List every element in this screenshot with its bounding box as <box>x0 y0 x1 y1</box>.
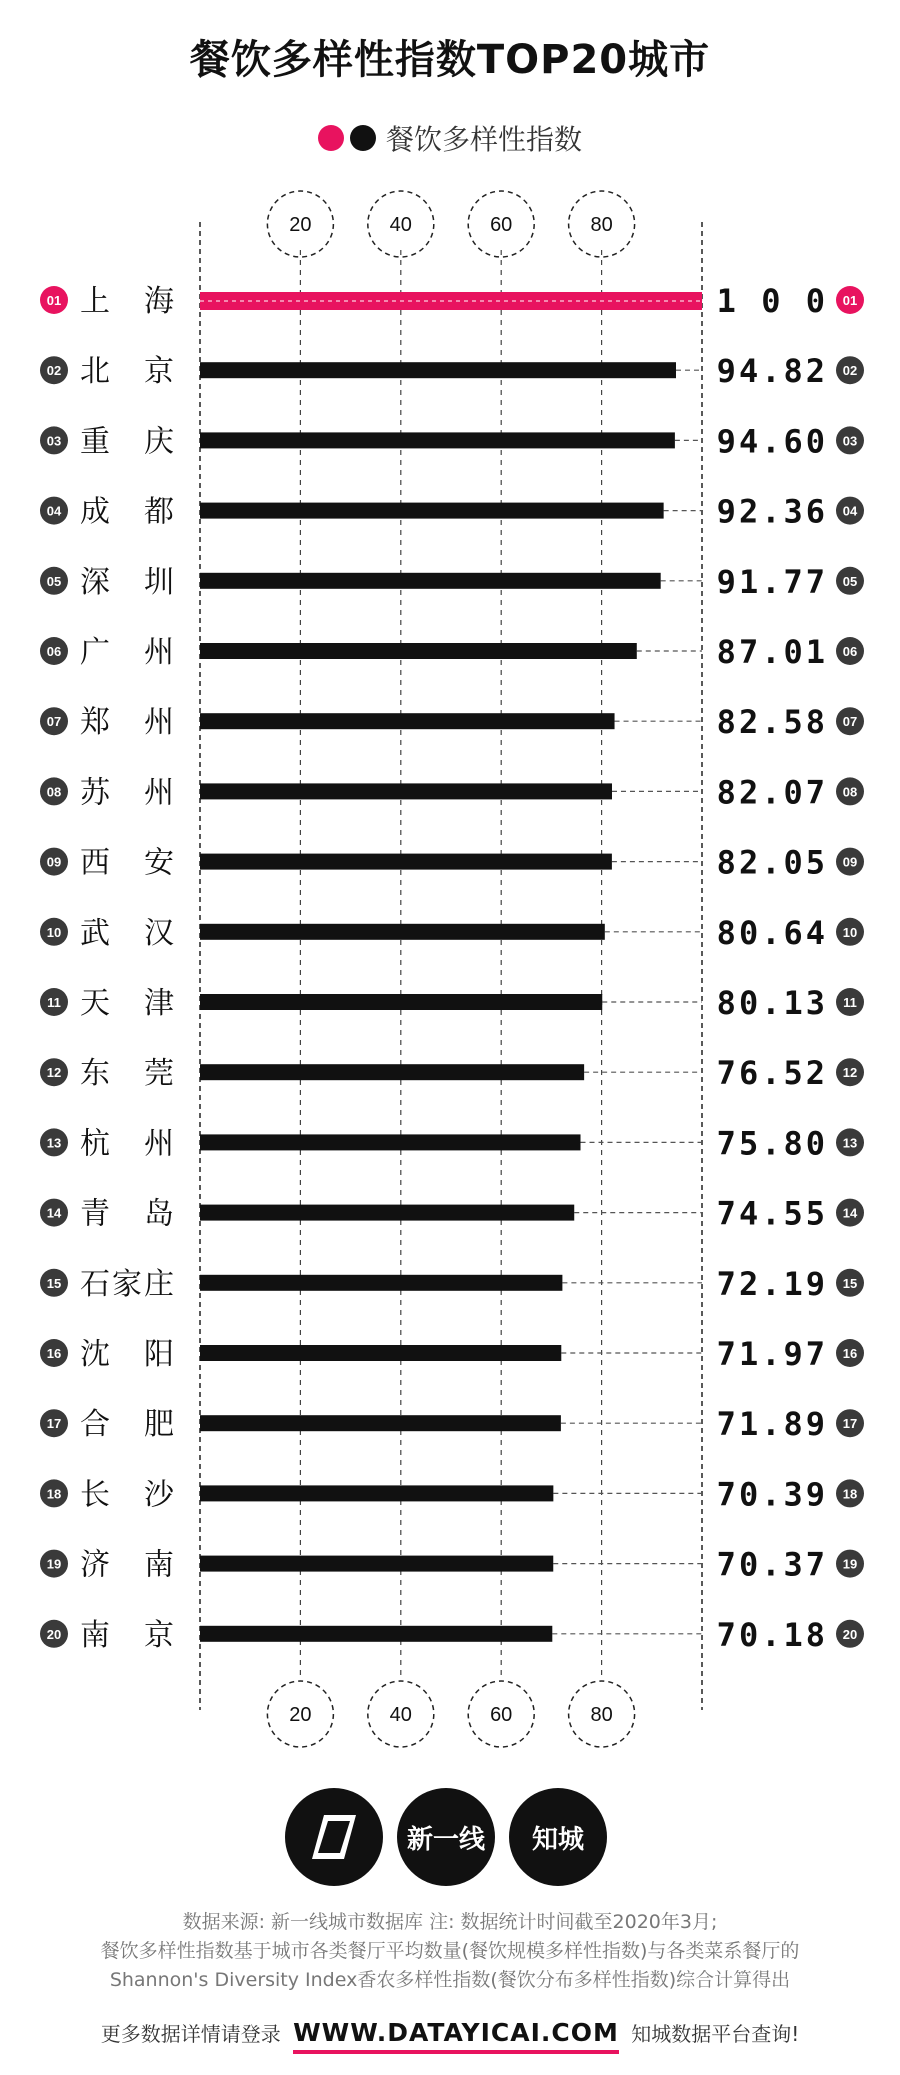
brand-logo-3 <box>509 1788 607 1886</box>
rank-label-right: 05 <box>842 573 858 589</box>
rank-label-right: 19 <box>842 1556 858 1572</box>
footer-source: 数据来源: 新一线城市数据库 注: 数据统计时间截至2020年3月; <box>182 1911 718 1933</box>
rank-label-right: 09 <box>842 854 858 870</box>
city-label: 合肥 <box>80 1407 174 1443</box>
rank-label-right: 02 <box>842 363 858 379</box>
brand-logo-1 <box>285 1788 383 1886</box>
rank-label-right: 10 <box>842 924 858 940</box>
rank-label-right: 15 <box>842 1275 858 1291</box>
tick-label-bottom-80: 80 <box>590 1704 613 1726</box>
rank-label-right: 11 <box>843 995 857 1010</box>
tick-label-top-40: 40 <box>389 214 412 236</box>
rank-label-left: 19 <box>46 1556 62 1572</box>
value-label: 76.52 <box>716 1054 828 1093</box>
value-label: 91.77 <box>716 562 828 601</box>
rank-label-right: 08 <box>842 784 858 800</box>
bar <box>200 854 612 870</box>
rank-label-right: 14 <box>842 1205 858 1221</box>
footer-post: 知城数据平台查询! <box>631 2022 800 2046</box>
brand-logo-2 <box>397 1788 495 1886</box>
bar <box>200 1556 553 1572</box>
rank-label-left: 14 <box>46 1205 62 1221</box>
bar <box>200 1275 562 1291</box>
city-label: 广州 <box>80 635 174 670</box>
value-label: 70.39 <box>716 1475 828 1514</box>
value-label: 82.05 <box>716 843 828 882</box>
value-label: 94.60 <box>716 422 828 461</box>
rank-label-left: 11 <box>47 995 61 1010</box>
brand-logo-2-text: 新一线 <box>406 1824 485 1855</box>
rank-label-right: 18 <box>842 1486 858 1502</box>
value-label: 80.64 <box>716 913 828 952</box>
value-label: 1 0 0 <box>716 282 828 320</box>
value-label: 72.19 <box>716 1264 828 1303</box>
brand-logo-3-text: 知城 <box>531 1824 584 1855</box>
value-label: 70.37 <box>716 1545 828 1584</box>
value-label: 75.80 <box>716 1124 828 1163</box>
bar <box>200 1134 581 1150</box>
rank-label-left: 02 <box>46 363 62 379</box>
tick-label-top-60: 60 <box>490 214 513 236</box>
rank-label-left: 10 <box>46 924 62 940</box>
bar <box>200 1626 552 1642</box>
rank-label-right: 17 <box>842 1416 858 1432</box>
tick-label-top-80: 80 <box>590 214 613 236</box>
value-label: 74.55 <box>716 1194 828 1233</box>
tick-label-bottom-20: 20 <box>289 1704 312 1726</box>
value-label: 87.01 <box>716 633 828 671</box>
logo-group <box>285 1788 607 1886</box>
bar <box>200 924 605 940</box>
rank-label-left: 08 <box>46 784 62 800</box>
city-label: 天津 <box>80 986 174 1021</box>
value-label: 71.97 <box>716 1335 828 1373</box>
city-label: 上海 <box>80 284 174 319</box>
rank-label-right: 01 <box>842 293 858 308</box>
rank-label-right: 03 <box>842 433 858 449</box>
bar <box>200 713 615 729</box>
footer-note-1: 餐饮多样性指数基于城市各类餐厅平均数量(餐饮规模多样性指数)与各类菜系餐厅的 <box>100 1940 800 1962</box>
value-label: 82.07 <box>716 773 828 812</box>
tick-label-bottom-60: 60 <box>490 1704 513 1726</box>
city-label: 石家庄 <box>80 1266 174 1302</box>
rank-label-left: 18 <box>46 1486 62 1502</box>
legend-label: 餐饮多样性指数 <box>385 123 582 156</box>
rank-label-left: 05 <box>46 573 62 589</box>
rank-label-right: 06 <box>842 644 858 659</box>
value-label: 92.36 <box>716 492 828 531</box>
parallelogram-logo-icon <box>304 1807 364 1867</box>
bar <box>200 1064 584 1080</box>
city-label: 重庆 <box>80 424 174 460</box>
bar <box>200 643 637 659</box>
city-label: 杭州 <box>80 1126 174 1162</box>
rank-label-left: 04 <box>46 503 62 519</box>
bar <box>200 994 602 1010</box>
value-label: 82.58 <box>716 703 828 742</box>
rank-label-right: 04 <box>842 503 858 519</box>
rank-label-left: 03 <box>46 433 62 449</box>
city-label: 沈阳 <box>80 1337 174 1372</box>
rank-label-right: 20 <box>842 1626 858 1642</box>
city-label: 武汉 <box>80 915 174 951</box>
rank-label-right: 12 <box>842 1065 858 1081</box>
bar <box>200 432 675 448</box>
city-label: 郑州 <box>80 705 174 741</box>
rank-label-left: 13 <box>46 1135 62 1151</box>
tick-label-top-20: 20 <box>289 214 312 236</box>
city-label: 成都 <box>80 494 174 530</box>
city-label: 深圳 <box>80 564 174 600</box>
rank-label-left: 12 <box>46 1065 62 1081</box>
rank-label-right: 13 <box>842 1135 858 1151</box>
bar <box>200 1205 574 1221</box>
rank-label-left: 07 <box>46 714 62 730</box>
city-label: 济南 <box>80 1547 174 1583</box>
value-label: 80.13 <box>716 984 828 1022</box>
city-label: 苏州 <box>80 775 174 811</box>
rank-label-left: 15 <box>46 1275 62 1291</box>
rank-label-left: 01 <box>46 293 62 308</box>
footer-note-2: Shannon's Diversity Index香农多样性指数(餐饮分布多样性指数)综合计算得出 <box>109 1969 791 1991</box>
city-label: 西安 <box>80 845 174 881</box>
rank-label-left: 06 <box>46 644 62 659</box>
chart-title: 餐饮多样性指数TOP20城市 <box>189 37 711 83</box>
bar <box>200 783 612 799</box>
value-label: 71.89 <box>716 1405 828 1444</box>
bar <box>200 573 661 589</box>
bar <box>200 503 664 519</box>
footer-site-line <box>0 2018 900 2047</box>
site-link[interactable]: WWW.DATAYICAI.COM <box>293 2018 619 2054</box>
rank-label-left: 09 <box>46 854 62 870</box>
city-label: 东莞 <box>80 1056 174 1092</box>
tick-label-bottom-40: 40 <box>389 1704 412 1726</box>
city-label: 长沙 <box>80 1477 174 1513</box>
bar <box>200 1415 561 1431</box>
rank-label-left: 20 <box>46 1626 62 1642</box>
footer-pre: 更多数据详情请登录 <box>100 2022 281 2046</box>
value-label: 70.18 <box>716 1615 828 1654</box>
value-label: 94.82 <box>716 352 828 391</box>
rank-label-left: 17 <box>46 1416 62 1432</box>
bar <box>200 1485 553 1501</box>
bar <box>200 1345 561 1361</box>
rank-label-right: 07 <box>842 714 858 730</box>
rank-label-left: 16 <box>46 1346 62 1361</box>
city-label: 青岛 <box>80 1196 174 1232</box>
city-label: 北京 <box>80 354 174 390</box>
bar <box>200 362 676 378</box>
city-label: 南京 <box>80 1617 174 1653</box>
rank-label-right: 16 <box>842 1346 858 1361</box>
